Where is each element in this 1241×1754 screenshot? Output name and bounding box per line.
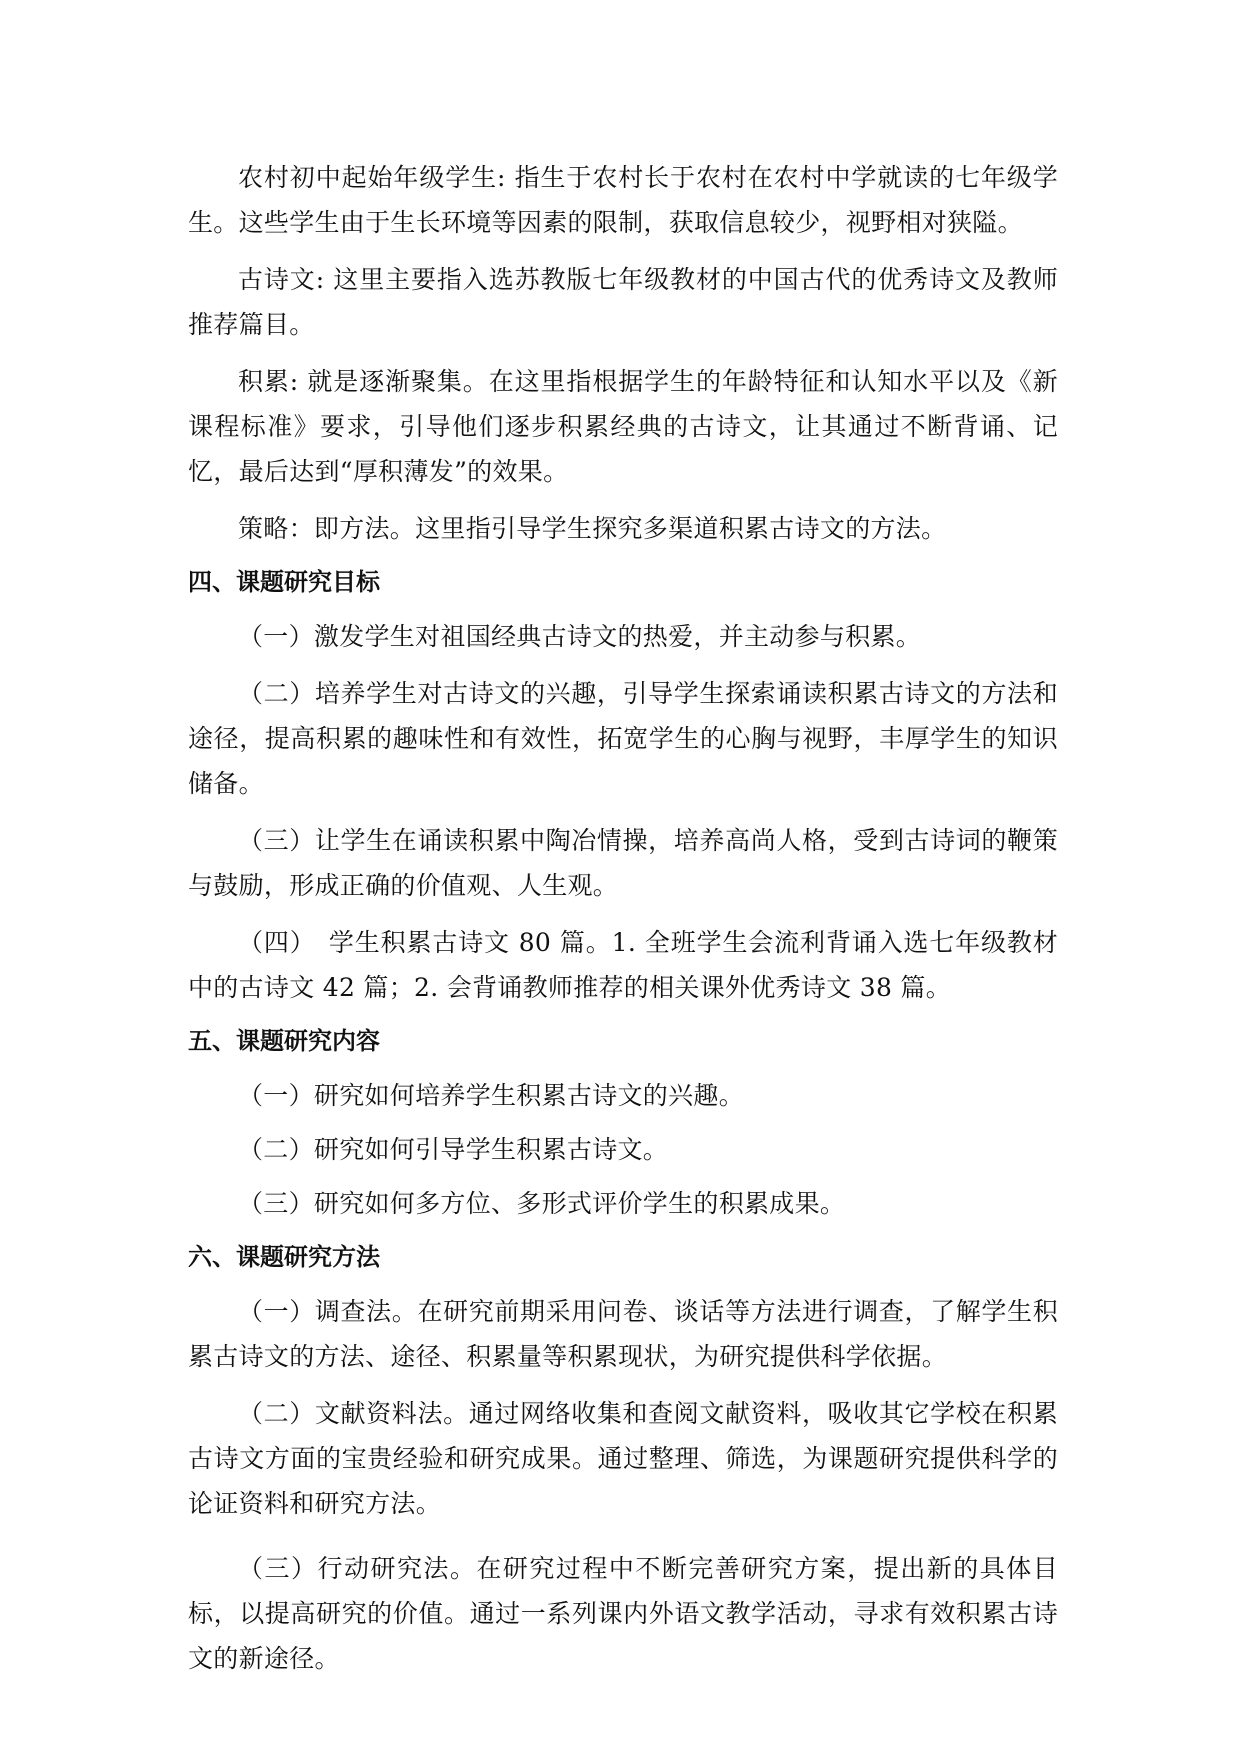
content-item-2: （二）研究如何引导学生积累古诗文。 bbox=[238, 1135, 669, 1164]
goal-item-2: （二）培养学生对古诗文的兴趣，引导学生探索诵读积累古诗文的方法和途径，提高积累的趣味性和有效性，拓宽学生的心胸与视野，丰厚学生的知识储备。 bbox=[188, 679, 1058, 798]
goal-item-1: （一）激发学生对祖国经典古诗文的热爱，并主动参与积累。 bbox=[238, 622, 922, 651]
definition-accumulation: 积累: 就是逐渐聚集。在这里指根据学生的年龄特征和认知水平以及《新课程标准》要求，引导他们逐步积累经典的古诗文，让其通过不断背诵、记忆，最后达到“厚积薄发”的效果。 bbox=[188, 367, 1058, 486]
document-body bbox=[188, 155, 1058, 1681]
section-heading-goals: 四、课题研究目标 bbox=[188, 568, 380, 596]
goal-item-4: （四） 学生积累古诗文 80 篇。1. 全班学生会流利背诵入选七年级教材中的古诗文 42 篇；2. 会背诵教师推荐的相关课外优秀诗文 38 篇。 bbox=[188, 928, 1058, 1002]
definition-rural-students: 农村初中起始年级学生: 指生于农村长于农村在农村中学就读的七年级学生。这些学生由于生长环境等因素的限制，获取信息较少，视野相对狭隘。 bbox=[188, 163, 1058, 237]
section-heading-methods: 六、课题研究方法 bbox=[188, 1243, 380, 1271]
method-item-3: （三）行动研究法。在研究过程中不断完善研究方案，提出新的具体目标，以提高研究的价值。通过一系列课内外语文教学活动，寻求有效积累古诗文的新途径。 bbox=[188, 1554, 1058, 1673]
definition-strategy: 策略：即方法。这里指引导学生探究多渠道积累古诗文的方法。 bbox=[238, 514, 947, 543]
method-item-2: （二）文献资料法。通过网络收集和查阅文献资料，吸收其它学校在积累古诗文方面的宝贵经验和研究成果。通过整理、筛选，为课题研究提供科学的论证资料和研究方法。 bbox=[188, 1399, 1058, 1518]
method-item-1: （一）调查法。在研究前期采用问卷、谈话等方法进行调查，了解学生积累古诗文的方法、途径、积累量等积累现状，为研究提供科学依据。 bbox=[188, 1297, 1058, 1371]
content-item-1: （一）研究如何培养学生积累古诗文的兴趣。 bbox=[238, 1081, 745, 1110]
definition-ancient-poetry: 古诗文: 这里主要指入选苏教版七年级教材的中国古代的优秀诗文及教师推荐篇目。 bbox=[188, 265, 1058, 339]
content-item-3: （三）研究如何多方位、多形式评价学生的积累成果。 bbox=[238, 1189, 846, 1218]
goal-item-3: （三）让学生在诵读积累中陶冶情操，培养高尚人格，受到古诗词的鞭策与鼓励，形成正确的价值观、人生观。 bbox=[188, 826, 1058, 900]
section-heading-content: 五、课题研究内容 bbox=[188, 1027, 380, 1055]
